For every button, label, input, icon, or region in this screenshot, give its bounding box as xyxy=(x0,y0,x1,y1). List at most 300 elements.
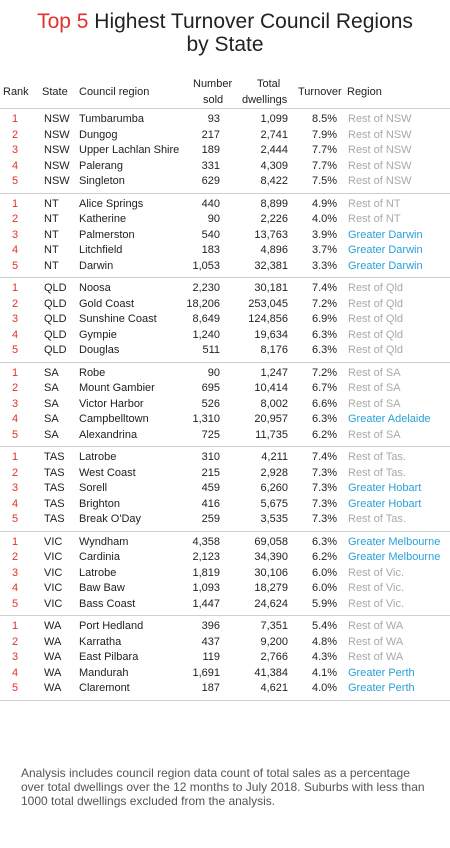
region-cell: Rest of NT xyxy=(348,213,401,225)
total-dwellings-cell: 19,634 xyxy=(254,328,288,341)
number-sold-cell: 416 xyxy=(201,497,220,510)
state-cell: NT xyxy=(44,213,59,225)
total-dwellings-cell: 13,763 xyxy=(254,228,288,241)
region-cell: Rest of NSW xyxy=(348,113,412,125)
rank-cell: 5 xyxy=(12,682,19,694)
region-cell: Rest of NT xyxy=(348,197,401,210)
state-cell: SA xyxy=(44,382,59,394)
table-row xyxy=(0,343,450,359)
total-dwellings-cell: 4,621 xyxy=(260,682,288,694)
rank-cell: 4 xyxy=(12,666,19,679)
rank-cell: 2 xyxy=(12,382,19,394)
total-dwellings-cell: 2,226 xyxy=(260,213,288,225)
title-accent: Top 5 xyxy=(37,10,89,33)
state-group-vic xyxy=(0,531,450,616)
table-row xyxy=(0,328,450,344)
region-cell: Rest of WA xyxy=(348,620,404,632)
total-dwellings-cell: 4,309 xyxy=(260,159,288,172)
header-turnover: Turnover xyxy=(298,86,342,98)
council-cell: Dungog xyxy=(79,128,118,141)
rank-cell: 1 xyxy=(12,620,19,632)
council-cell: Litchfield xyxy=(79,244,123,256)
council-cell: Noosa xyxy=(79,282,111,294)
rank-cell: 4 xyxy=(12,497,19,510)
council-cell: Bass Coast xyxy=(79,597,136,610)
state-cell: SA xyxy=(44,428,59,441)
turnover-cell: 7.7% xyxy=(312,159,338,172)
state-cell: NSW xyxy=(44,159,70,172)
turnover-cell: 7.2% xyxy=(312,297,338,310)
rank-cell: 5 xyxy=(12,513,19,525)
rank-cell: 5 xyxy=(12,344,19,356)
number-sold-cell: 1,240 xyxy=(192,328,220,341)
total-dwellings-cell: 8,176 xyxy=(260,344,288,356)
region-cell: Rest of Qld xyxy=(348,313,404,325)
rank-cell: 3 xyxy=(12,482,19,494)
turnover-cell: 7.5% xyxy=(312,175,338,187)
state-cell: WA xyxy=(44,620,62,632)
turnover-cell: 7.3% xyxy=(312,466,338,479)
rank-cell: 4 xyxy=(12,328,19,341)
number-sold-cell: 331 xyxy=(201,159,220,172)
turnover-cell: 6.3% xyxy=(312,344,338,356)
council-cell: Alice Springs xyxy=(79,197,144,210)
table-row xyxy=(0,512,450,528)
number-sold-cell: 18,206 xyxy=(186,297,220,310)
total-dwellings-cell: 34,390 xyxy=(254,551,288,563)
number-sold-cell: 183 xyxy=(201,244,220,256)
council-cell: West Coast xyxy=(79,466,136,479)
table-row xyxy=(0,681,450,697)
rank-cell: 3 xyxy=(12,144,19,156)
number-sold-cell: 1,093 xyxy=(192,582,220,594)
number-sold-cell: 90 xyxy=(207,366,220,379)
total-dwellings-cell: 2,928 xyxy=(260,466,288,479)
region-cell: Greater Hobart xyxy=(348,482,422,494)
council-cell: Singleton xyxy=(79,175,125,187)
table-row xyxy=(0,366,450,382)
region-cell: Greater Darwin xyxy=(348,228,423,241)
turnover-cell: 6.2% xyxy=(312,428,338,441)
region-cell: Greater Melbourne xyxy=(348,551,441,563)
number-sold-cell: 259 xyxy=(201,513,220,525)
state-cell: NSW xyxy=(44,113,70,125)
turnover-cell: 5.9% xyxy=(312,597,338,610)
state-group-wa xyxy=(0,615,450,700)
rank-cell: 3 xyxy=(12,228,19,241)
council-cell: Gold Coast xyxy=(79,297,135,310)
total-dwellings-cell: 3,535 xyxy=(260,513,288,525)
council-cell: East Pilbara xyxy=(79,651,139,663)
total-dwellings-cell: 30,181 xyxy=(254,282,288,294)
table-row xyxy=(0,174,450,190)
region-cell: Rest of Tas. xyxy=(348,513,406,525)
total-dwellings-cell: 8,899 xyxy=(260,197,288,210)
region-cell: Rest of WA xyxy=(348,635,404,648)
total-dwellings-cell: 124,856 xyxy=(248,313,288,325)
turnover-cell: 3.3% xyxy=(312,259,338,272)
state-group-sa xyxy=(0,362,450,447)
region-cell: Rest of SA xyxy=(348,428,401,441)
region-cell: Rest of Tas. xyxy=(348,466,406,479)
council-cell: Sunshine Coast xyxy=(79,313,157,325)
number-sold-cell: 540 xyxy=(201,228,220,241)
turnover-cell: 4.8% xyxy=(312,635,338,648)
council-cell: Baw Baw xyxy=(79,582,125,594)
state-cell: SA xyxy=(44,366,59,379)
table-row xyxy=(0,466,450,482)
state-cell: NSW xyxy=(44,144,70,156)
rank-cell: 3 xyxy=(12,566,19,579)
region-cell: Greater Darwin xyxy=(348,259,423,272)
total-dwellings-cell: 9,200 xyxy=(260,635,288,648)
table-row xyxy=(0,212,450,228)
turnover-cell: 5.4% xyxy=(312,620,338,632)
region-cell: Rest of NSW xyxy=(348,144,412,156)
council-cell: Palmerston xyxy=(79,228,135,241)
region-cell: Greater Darwin xyxy=(348,244,423,256)
title-line-1 xyxy=(0,10,450,33)
turnover-cell: 6.7% xyxy=(312,382,338,394)
column-headers xyxy=(0,74,450,108)
total-dwellings-cell: 69,058 xyxy=(254,535,288,548)
region-cell: Greater Hobart xyxy=(348,497,422,510)
table-row xyxy=(0,281,450,297)
state-cell: QLD xyxy=(44,297,67,310)
state-group-qld xyxy=(0,277,450,362)
state-cell: NSW xyxy=(44,128,70,141)
number-sold-cell: 2,230 xyxy=(192,282,220,294)
table-row xyxy=(0,381,450,397)
turnover-cell: 7.7% xyxy=(312,144,338,156)
table-row xyxy=(0,197,450,213)
number-sold-cell: 93 xyxy=(207,113,220,125)
number-sold-cell: 440 xyxy=(201,197,220,210)
rank-cell: 1 xyxy=(12,366,19,379)
council-cell: Wyndham xyxy=(79,535,129,548)
rank-cell: 5 xyxy=(12,259,19,272)
total-dwellings-cell: 10,414 xyxy=(254,382,288,394)
title-line-2: by State xyxy=(186,33,264,56)
council-cell: Mount Gambier xyxy=(79,382,155,394)
state-cell: NT xyxy=(44,259,59,272)
state-cell: NSW xyxy=(44,175,70,187)
state-cell: VIC xyxy=(44,582,63,594)
council-cell: Campbelltown xyxy=(79,413,149,425)
turnover-cell: 6.6% xyxy=(312,397,338,410)
table-row xyxy=(0,159,450,175)
header-sold-line-2: sold xyxy=(203,94,224,106)
table-row xyxy=(0,128,450,144)
number-sold-cell: 310 xyxy=(201,451,220,463)
number-sold-cell: 119 xyxy=(202,651,220,663)
table-row xyxy=(0,243,450,259)
table-row xyxy=(0,143,450,159)
region-cell: Rest of WA xyxy=(348,651,404,663)
total-dwellings-cell: 32,381 xyxy=(254,259,288,272)
turnover-cell: 6.3% xyxy=(312,328,338,341)
table-row xyxy=(0,397,450,413)
total-dwellings-cell: 18,279 xyxy=(254,582,288,594)
turnover-cell: 8.5% xyxy=(312,113,338,125)
state-cell: NT xyxy=(44,244,59,256)
state-cell: TAS xyxy=(44,497,65,510)
region-cell: Rest of Vic. xyxy=(348,566,405,579)
council-cell: Brighton xyxy=(79,497,120,510)
state-cell: WA xyxy=(44,666,62,679)
council-cell: Alexandrina xyxy=(79,428,138,441)
number-sold-cell: 629 xyxy=(201,175,220,187)
turnover-cell: 6.2% xyxy=(312,551,338,563)
total-dwellings-cell: 2,766 xyxy=(260,651,288,663)
number-sold-cell: 459 xyxy=(201,482,220,494)
turnover-table xyxy=(0,108,450,701)
table-row xyxy=(0,228,450,244)
council-cell: Douglas xyxy=(79,344,120,356)
number-sold-cell: 217 xyxy=(201,128,220,141)
rank-cell: 4 xyxy=(12,413,19,425)
region-cell: Rest of Qld xyxy=(348,328,404,341)
table-row xyxy=(0,481,450,497)
state-cell: SA xyxy=(44,413,59,425)
rank-cell: 2 xyxy=(12,551,19,563)
turnover-cell: 6.0% xyxy=(312,566,338,579)
total-dwellings-cell: 253,045 xyxy=(248,297,288,310)
state-cell: TAS xyxy=(44,513,65,525)
region-cell: Rest of Tas. xyxy=(348,451,406,463)
rank-cell: 3 xyxy=(12,651,19,663)
table-row xyxy=(0,428,450,444)
rank-cell: 5 xyxy=(12,597,19,610)
region-cell: Rest of SA xyxy=(348,397,401,410)
council-cell: Robe xyxy=(79,366,106,379)
number-sold-cell: 215 xyxy=(201,466,220,479)
turnover-cell: 7.3% xyxy=(312,513,338,525)
number-sold-cell: 1,819 xyxy=(192,566,220,579)
number-sold-cell: 1,447 xyxy=(192,597,220,610)
number-sold-cell: 396 xyxy=(201,620,220,632)
rank-cell: 2 xyxy=(12,297,19,310)
turnover-cell: 4.3% xyxy=(312,651,338,663)
rank-cell: 2 xyxy=(12,466,19,479)
total-dwellings-cell: 7,351 xyxy=(260,620,288,632)
total-dwellings-cell: 8,002 xyxy=(260,397,288,410)
table-row xyxy=(0,312,450,328)
state-cell: QLD xyxy=(44,344,67,356)
turnover-cell: 7.3% xyxy=(312,482,338,494)
number-sold-cell: 1,691 xyxy=(192,666,220,679)
state-cell: NT xyxy=(44,197,59,210)
state-cell: QLD xyxy=(44,282,67,294)
region-cell: Rest of NSW xyxy=(348,128,412,141)
state-group-nsw xyxy=(0,108,450,193)
turnover-cell: 6.9% xyxy=(312,313,338,325)
council-cell: Karratha xyxy=(79,635,122,648)
region-cell: Rest of SA xyxy=(348,366,401,379)
state-cell: VIC xyxy=(44,597,63,610)
turnover-cell: 6.3% xyxy=(312,413,338,425)
table-row xyxy=(0,112,450,128)
council-cell: Victor Harbor xyxy=(79,397,144,410)
table-row xyxy=(0,259,450,275)
council-cell: Katherine xyxy=(79,213,127,225)
table-row xyxy=(0,535,450,551)
number-sold-cell: 1,053 xyxy=(192,259,220,272)
region-cell: Rest of Vic. xyxy=(348,597,405,610)
header-total-line-1: Total xyxy=(257,78,281,90)
header-total-line-2: dwellings xyxy=(242,94,288,106)
title-line-1-rest: Highest Turnover Council Regions xyxy=(88,10,413,33)
rank-cell: 1 xyxy=(12,451,19,463)
header-rank: Rank xyxy=(3,86,29,98)
state-cell: TAS xyxy=(44,451,65,463)
council-cell: Gympie xyxy=(79,328,117,341)
state-cell: TAS xyxy=(44,482,65,494)
table-row xyxy=(0,497,450,513)
rank-cell: 3 xyxy=(12,313,19,325)
rank-cell: 4 xyxy=(12,159,19,172)
turnover-cell: 4.1% xyxy=(312,666,338,679)
region-cell: Rest of NSW xyxy=(348,159,412,172)
region-cell: Rest of SA xyxy=(348,382,401,394)
council-cell: Mandurah xyxy=(79,666,129,679)
number-sold-cell: 2,123 xyxy=(192,551,220,563)
rank-cell: 1 xyxy=(12,282,19,294)
number-sold-cell: 526 xyxy=(201,397,220,410)
total-dwellings-cell: 20,957 xyxy=(254,413,288,425)
table-row xyxy=(0,450,450,466)
rank-cell: 2 xyxy=(12,635,19,648)
council-cell: Claremont xyxy=(79,682,130,694)
state-cell: SA xyxy=(44,397,59,410)
table-row xyxy=(0,597,450,613)
total-dwellings-cell: 8,422 xyxy=(260,175,288,187)
region-cell: Rest of NSW xyxy=(348,175,412,187)
rank-cell: 2 xyxy=(12,213,19,225)
total-dwellings-cell: 4,896 xyxy=(260,244,288,256)
council-cell: Sorell xyxy=(79,482,108,494)
table-row xyxy=(0,566,450,582)
total-dwellings-cell: 2,444 xyxy=(260,144,288,156)
table-row xyxy=(0,666,450,682)
region-cell: Greater Melbourne xyxy=(348,535,441,548)
turnover-cell: 7.3% xyxy=(312,497,338,510)
turnover-cell: 7.4% xyxy=(312,451,338,463)
region-cell: Rest of Vic. xyxy=(348,582,405,594)
region-cell: Rest of Qld xyxy=(348,297,404,310)
footnote: Analysis includes council region data count of total sales as a percentage over total dwellings over the 12 months to July 2018. Suburbs with less than 1000 total dwellings excluded from the analysis. xyxy=(21,766,425,808)
total-dwellings-cell: 1,099 xyxy=(260,113,288,125)
total-dwellings-cell: 2,741 xyxy=(260,128,288,141)
state-cell: VIC xyxy=(44,551,63,563)
table-row xyxy=(0,297,450,313)
number-sold-cell: 4,358 xyxy=(192,535,220,548)
region-cell: Rest of Qld xyxy=(348,282,404,294)
header-sold-line-1: Number xyxy=(193,78,233,90)
council-cell: Darwin xyxy=(79,259,114,272)
turnover-cell: 4.0% xyxy=(312,213,338,225)
number-sold-cell: 725 xyxy=(201,428,220,441)
total-dwellings-cell: 1,247 xyxy=(260,366,288,379)
rank-cell: 3 xyxy=(12,397,19,410)
number-sold-cell: 8,649 xyxy=(192,313,220,325)
total-dwellings-cell: 4,211 xyxy=(261,451,288,463)
region-cell: Greater Perth xyxy=(348,666,415,679)
turnover-cell: 3.7% xyxy=(312,244,338,256)
state-cell: WA xyxy=(44,651,62,663)
state-cell: NT xyxy=(44,228,59,241)
state-group-tas xyxy=(0,446,450,531)
table-row xyxy=(0,650,450,666)
turnover-cell: 7.4% xyxy=(312,282,338,294)
table-row xyxy=(0,619,450,635)
region-cell: Rest of Qld xyxy=(348,344,404,356)
turnover-cell: 7.2% xyxy=(312,366,338,379)
state-cell: VIC xyxy=(44,566,63,579)
rank-cell: 1 xyxy=(12,197,19,210)
rank-cell: 5 xyxy=(12,175,19,187)
table-row xyxy=(0,581,450,597)
rank-cell: 5 xyxy=(12,428,19,441)
council-cell: Upper Lachlan Shire xyxy=(79,144,180,156)
rank-cell: 4 xyxy=(12,244,19,256)
total-dwellings-cell: 11,735 xyxy=(255,428,288,441)
council-cell: Palerang xyxy=(79,159,124,172)
council-cell: Latrobe xyxy=(79,566,117,579)
council-cell: Latrobe xyxy=(79,451,117,463)
table-row xyxy=(0,635,450,651)
state-cell: WA xyxy=(44,682,62,694)
council-cell: Tumbarumba xyxy=(79,113,145,125)
total-dwellings-cell: 5,675 xyxy=(260,497,288,510)
rank-cell: 1 xyxy=(12,113,19,125)
turnover-cell: 3.9% xyxy=(312,228,338,241)
number-sold-cell: 511 xyxy=(202,344,220,356)
turnover-cell: 7.9% xyxy=(312,128,338,141)
chart-title xyxy=(0,10,450,56)
number-sold-cell: 90 xyxy=(207,213,220,225)
turnover-cell: 4.0% xyxy=(312,682,338,694)
state-cell: TAS xyxy=(44,466,65,479)
total-dwellings-cell: 41,384 xyxy=(254,666,288,679)
number-sold-cell: 1,310 xyxy=(192,413,220,425)
turnover-cell: 4.9% xyxy=(312,197,338,210)
table-bottom-rule xyxy=(0,700,450,701)
number-sold-cell: 437 xyxy=(201,635,220,648)
state-cell: VIC xyxy=(44,535,63,548)
council-cell: Port Hedland xyxy=(79,620,144,632)
turnover-cell: 6.0% xyxy=(312,582,338,594)
turnover-cell: 6.3% xyxy=(312,535,338,548)
header-state: State xyxy=(42,86,68,98)
state-cell: WA xyxy=(44,635,62,648)
rank-cell: 4 xyxy=(12,582,19,594)
table-row xyxy=(0,412,450,428)
total-dwellings-cell: 30,106 xyxy=(254,566,288,579)
state-cell: QLD xyxy=(44,328,67,341)
state-cell: QLD xyxy=(44,313,67,325)
header-region: Region xyxy=(347,86,382,98)
header-council: Council region xyxy=(79,86,150,98)
total-dwellings-cell: 6,260 xyxy=(260,482,288,494)
number-sold-cell: 187 xyxy=(201,682,220,694)
region-cell: Greater Perth xyxy=(348,682,415,694)
region-cell: Greater Adelaide xyxy=(348,413,431,425)
council-cell: Cardinia xyxy=(79,551,120,563)
state-group-nt xyxy=(0,193,450,278)
number-sold-cell: 695 xyxy=(201,382,220,394)
table-row xyxy=(0,550,450,566)
